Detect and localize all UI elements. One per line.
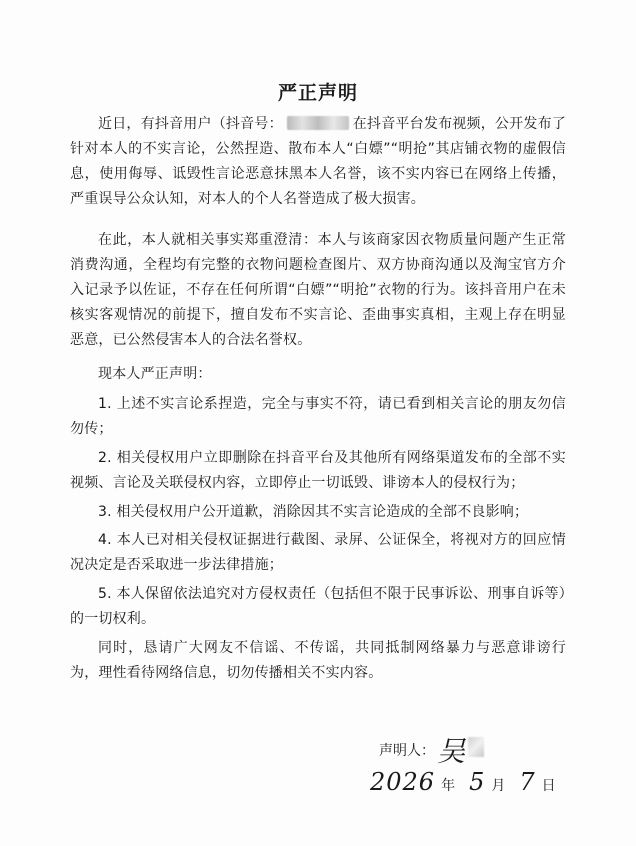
- intro-text-rest: 在抖音平台发布视频，公开发布了针对本人的不实言论，公然捏造、散布本人“白嫖”“明抢”其店铺衣物的虚假信息，使用侮辱、诋毁性言论恶意抹黑本人名誉，该不实内容已在网络上传播，严重误导公众认知，对本人的个人名誉造成了极大损害。: [70, 116, 566, 207]
- redacted-account-id: [287, 116, 349, 130]
- signature-line: [379, 730, 484, 770]
- date-month: 5: [469, 768, 486, 796]
- signature-label: 声明人：: [379, 743, 435, 759]
- signature-name: 吴: [437, 735, 466, 768]
- date-day: 7: [519, 768, 536, 796]
- declaration-item-3: 3. 相关侵权用户公开道歉，消除因其不实言论造成的全部不良影响；: [98, 504, 529, 520]
- declaration-item-5: 5. 本人保留依法追究对方侵权责任（包括但不限于民事诉讼、刑事自诉等）的一切权利。: [70, 586, 566, 627]
- signature-date: [370, 768, 570, 796]
- redacted-name: [468, 737, 484, 757]
- date-month-unit: 月: [491, 778, 506, 794]
- date-year: 2026: [370, 768, 436, 796]
- declaration-item-2: 2. 相关侵权用户立即删除在抖音平台及其他所有网络渠道发布的全部不实视频、言论及关联侵权内容，立即停止一切诋毁、诽谤本人的侵权行为；: [70, 450, 566, 491]
- paragraph-clarification: 在此，本人就相关事实郑重澄清：本人与该商家因衣物质量问题产生正常消费沟通，全程均有完整的衣物问题检查图片、双方协商沟通以及淘宝官方介入记录予以佐证，不存在任何所谓“白嫖”“明抢”衣物的行为。该抖音用户在未核实客观情况的前提下，擅自发布不实言论、歪曲事实真相，主观上存在明显恶意，已公然侵害本人的合法名誉权。: [70, 232, 566, 348]
- paragraph-intro: [70, 112, 566, 212]
- document-title: 严正声明: [277, 82, 358, 104]
- date-year-unit: 年: [441, 778, 456, 794]
- paragraph-declaration-intro: 现本人严正声明：: [98, 366, 212, 382]
- intro-text-start: 近日，有抖音用户（抖音号：: [98, 116, 283, 132]
- declaration-item-4: 4. 本人已对相关侵权证据进行截图、录屏、公证保全，将视对方的回应情况决定是否采取进一步法律措施；: [70, 532, 566, 573]
- paragraph-appeal: 同时，恳请广大网友不信谣、不传谣，共同抵制网络暴力与恶意诽谤行为，理性看待网络信息，切勿传播相关不实内容。: [70, 640, 566, 681]
- date-day-unit: 日: [541, 778, 556, 794]
- declaration-item-1: 1. 上述不实言论系捏造，完全与事实不符，请已看到相关言论的朋友勿信勿传；: [70, 396, 566, 437]
